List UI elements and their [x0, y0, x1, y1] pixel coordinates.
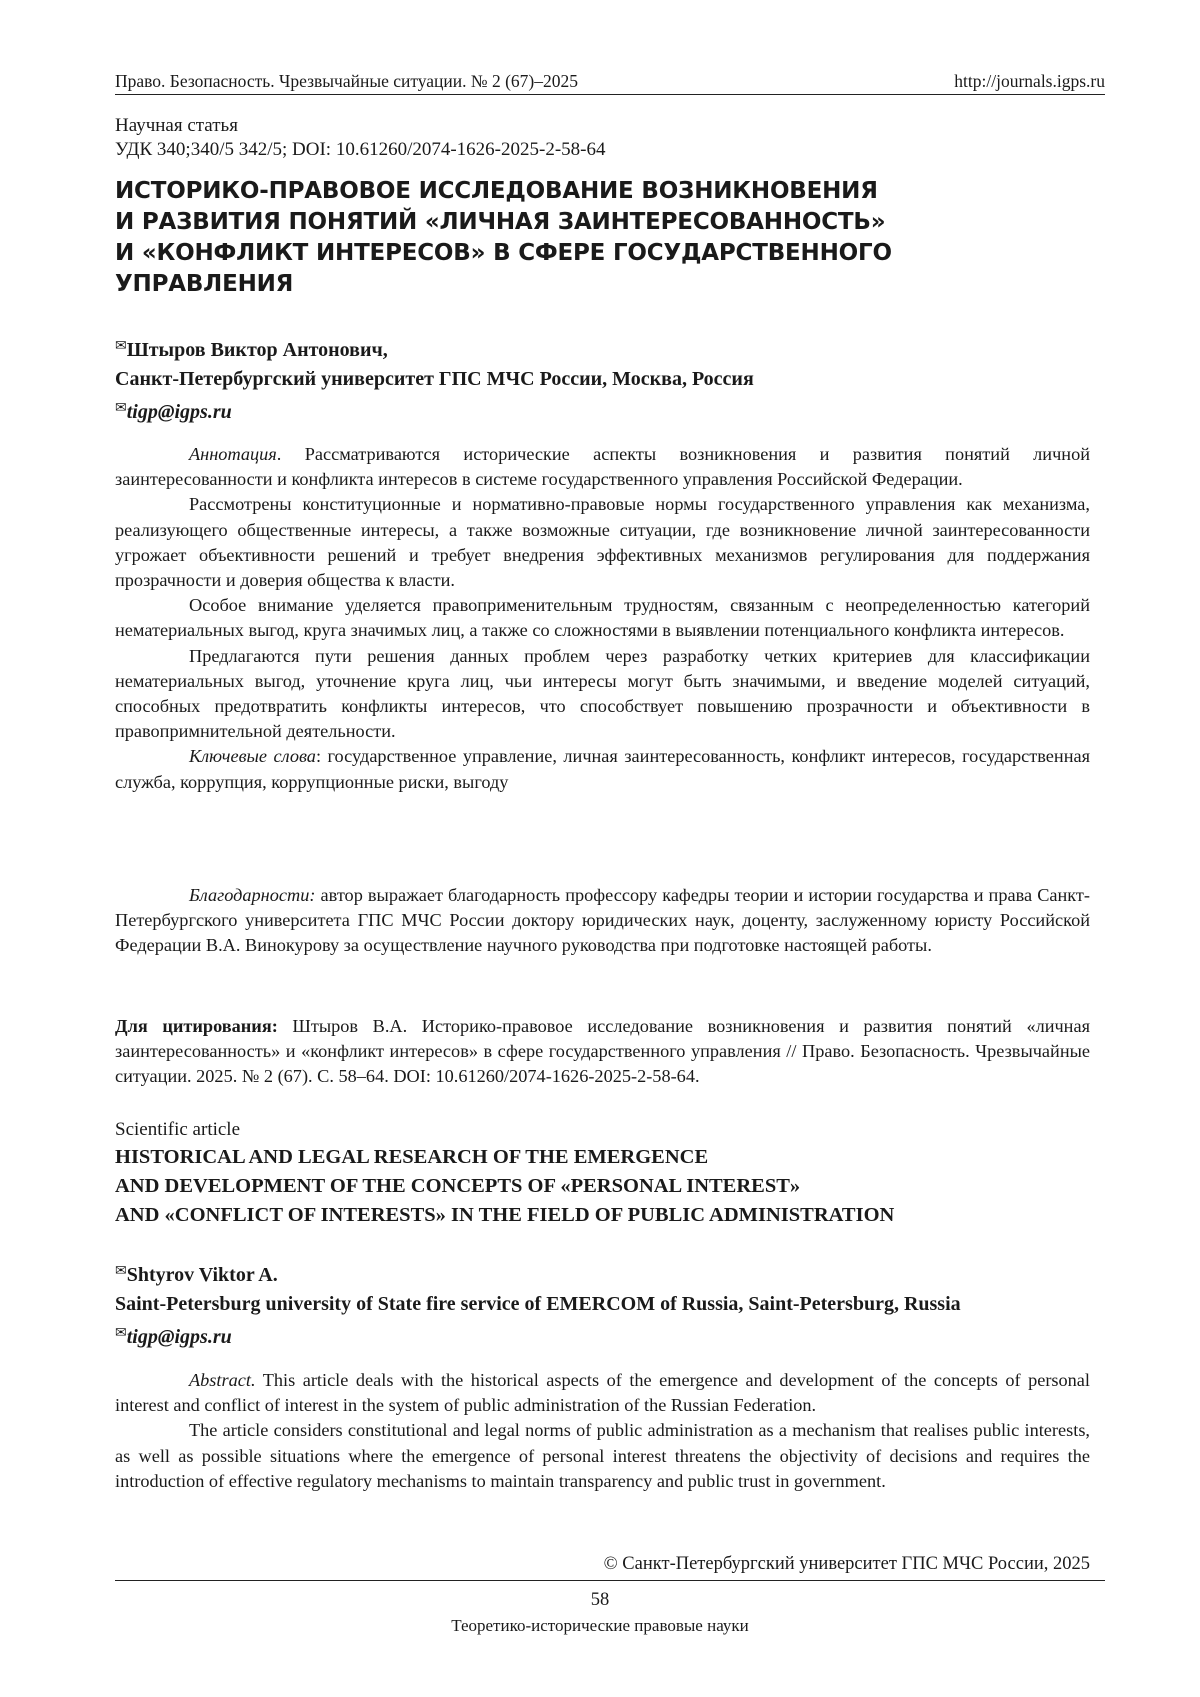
en-abstract-paragraph: Abstract. This article deals with the historical aspects of the emergence and development of the concepts of personal interest and conflict of interest in the system of public administration of the Russian Federation. — [115, 1370, 1090, 1416]
citation — [115, 1014, 1090, 1090]
ru-keywords-label: Ключевые слова — [189, 746, 316, 767]
ru-author — [115, 332, 1090, 365]
ru-acknowledgements — [115, 883, 1090, 959]
ru-email — [115, 394, 1090, 427]
en-title-line: HISTORICAL AND LEGAL RESEARCH OF THE EMERGENCE — [115, 1146, 709, 1168]
ru-author-name: Штыров Виктор Антонович, — [126, 339, 388, 361]
ru-article-meta — [115, 113, 1090, 162]
envelope-icon: ✉ — [115, 339, 127, 354]
envelope-icon: ✉ — [115, 1326, 127, 1341]
en-email-address[interactable]: tigp@igps.ru — [126, 1326, 232, 1348]
udk-doi: УДК 340;340/5 342/5; DOI: 10.61260/2074-1626-2025-2-58-64 — [115, 139, 606, 160]
ru-abstract-paragraph: Особое внимание уделяется правоприменительным трудностям, связанным с неопределенностью категорий нематериальных выгод, круга значимых лиц, а также со сложностями в выявлении потенциального конфликта интересов. — [115, 595, 1090, 641]
ru-abstract — [115, 442, 1090, 795]
envelope-icon: ✉ — [115, 1264, 127, 1279]
en-abstract-paragraph: The article considers constitutional and legal norms of public administration as a mechanism that realises public interests, as well as possible situations where the emergence of personal interest threatens the objectivity of decisions and requires the introduction of effective regulatory mechanisms to maintain transparency and public trust in government. — [115, 1420, 1090, 1491]
journal-url[interactable]: http://journals.igps.ru — [954, 71, 1105, 91]
citation-label: Для цитирования: — [115, 1016, 278, 1036]
running-header — [115, 70, 1105, 95]
ru-title-line: И РАЗВИТИЯ ПОНЯТИЙ «ЛИЧНАЯ ЗАИНТЕРЕСОВАННОСТЬ» — [115, 209, 886, 235]
en-title-line: AND DEVELOPMENT OF THE CONCEPTS OF «PERSONAL INTEREST» — [115, 1175, 801, 1197]
ru-title-line: И «КОНФЛИКТ ИНТЕРЕСОВ» В СФЕРЕ ГОСУДАРСТВЕННОГО — [115, 240, 892, 266]
en-article-meta — [115, 1117, 1090, 1142]
en-abstract — [115, 1368, 1090, 1494]
section-name: Теоретико-исторические правовые науки — [451, 1616, 749, 1635]
ru-abstract-paragraph: Предлагаются пути решения данных проблем через разработку четких критериев для классификации нематериальных выгод, уточнение круга лиц, чьи интересы могут быть значимыми, и введение моделей ситуаций, способных предотвратить конфликты интересов, что способствует повышению прозрачности и объективности в правопримнительной деятельности. — [115, 645, 1090, 742]
ru-title-line: УПРАВЛЕНИЯ — [115, 271, 294, 297]
ru-keywords: Ключевые слова: государственное управление, личная заинтересованность, конфликт интересов, государственная служба, коррупция, коррупционные риски, выгоду — [115, 746, 1090, 792]
en-author-block — [115, 1257, 1090, 1352]
citation-paragraph: Для цитирования: Штыров В.А. Историко-правовое исследование возникновения и развития понятий «личная заинтересованность» и «конфликт интересов» в сфере государственного управления // Право. Безопасность. Чрезвычайные ситуации. 2025. № 2 (67). С. 58–64. DOI: 10.61260/2074-1626-2025-2-58-64. — [115, 1016, 1090, 1087]
acknowledgements-paragraph: Благодарности: автор выражает благодарность профессору кафедры теории и истории государства и права Санкт-Петербургского университета ГПС МЧС России доктору юридических наук, доценту, заслуженному юристу Российской Федерации В.А. Винокурову за осуществление научного руководства при подготовке настоящей работы. — [115, 885, 1090, 956]
acknowledgements-label: Благодарности: — [189, 885, 316, 905]
article-type: Научная статья — [115, 115, 238, 136]
ru-abstract-paragraph: Аннотация. Рассматриваются исторические аспекты возникновения и развития понятий личной заинтересованности и конфликта интересов в системе государственного управления Российской Федерации. — [115, 444, 1090, 490]
journal-name: Право. Безопасность. Чрезвычайные ситуации. № 2 (67)–2025 — [115, 71, 579, 91]
en-author-name: Shtyrov Viktor A. — [126, 1264, 278, 1286]
en-article-type: Scientific article — [115, 1119, 241, 1140]
ru-affiliation: Санкт-Петербургский университет ГПС МЧС России, Москва, Россия — [115, 368, 754, 390]
footer-divider — [115, 1580, 1105, 1581]
en-affiliation: Saint-Petersburg university of State fire service of EMERCOM of Russia, Saint-Petersburg, Russia — [115, 1293, 961, 1315]
envelope-icon: ✉ — [115, 401, 127, 416]
ru-title — [115, 176, 1090, 300]
page-number: 58 — [590, 1590, 610, 1610]
ru-title-line: ИСТОРИКО-ПРАВОВОЕ ИССЛЕДОВАНИЕ ВОЗНИКНОВЕНИЯ — [115, 178, 878, 204]
en-title-line: AND «CONFLICT OF INTERESTS» IN THE FIELD OF PUBLIC ADMINISTRATION — [115, 1204, 895, 1226]
en-email — [115, 1319, 1090, 1352]
copyright: © Санкт-Петербургский университет ГПС МЧС России, 2025 — [603, 1554, 1090, 1574]
ru-abstract-paragraph: Рассмотрены конституционные и нормативно-правовые нормы государственного управления как механизма, реализующего общественные интересы, а также возможные ситуации, где возникновение личной заинтересованности угрожает объективности решений и требует внедрения эффективных механизмов регулирования для поддержания прозрачности и доверия общества к власти. — [115, 494, 1090, 591]
ru-abstract-label: Аннотация — [189, 444, 277, 464]
en-abstract-label: Abstract. — [189, 1370, 256, 1390]
en-title — [115, 1143, 1090, 1230]
ru-author-block — [115, 332, 1090, 427]
ru-email-address[interactable]: tigp@igps.ru — [126, 401, 232, 423]
en-author — [115, 1257, 1090, 1290]
